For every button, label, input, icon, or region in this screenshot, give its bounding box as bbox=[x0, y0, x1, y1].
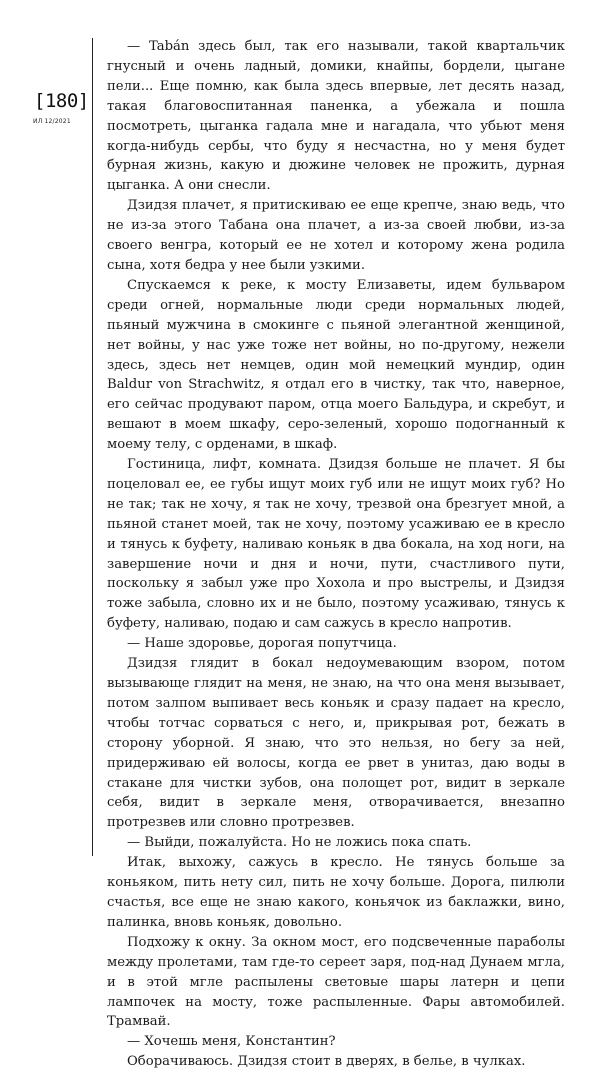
paragraph: — Выйди, пожалуйста. Но не ложись пока спать. bbox=[127, 835, 472, 851]
body-text bbox=[107, 37, 565, 1072]
paragraph: Итак, выхожу, сажусь в кресло. Не тянусь больше за коньяком, пить нету сил, пить не хочу больше. Дорога, пилюли счастья, все еще не знаю какого, коньячок из баклажки, вино, палинка, вновь коньяк, довольно. bbox=[107, 855, 565, 930]
page-number: [180] bbox=[34, 90, 89, 112]
paragraph: — Наше здоровье, дорогая попутчица. bbox=[127, 636, 397, 652]
paragraph: Подхожу к окну. За окном мост, его подсвеченные параболы между пролетами, там где-то сереет заря, под-над Дунаем мгла, и в этой мгле распылены световые шары латерн и цепи лампочек на мосту, тоже распыленные. Фары автомобилей. Трамвай. bbox=[107, 934, 565, 1030]
margin-rule bbox=[92, 38, 93, 856]
journal-issue-code: ИЛ 12/2021 bbox=[33, 118, 71, 125]
paragraph: — Хочешь меня, Константин? bbox=[127, 1034, 336, 1050]
paragraph: — Tabán здесь был, так его называли, такой квартальчик гнусный и очень ладный, домики, кнайпы, бордели, цыгане пели... Еще помню, как была здесь впервые, лет десять назад, такая благовоспитанная паненка, а убежала и пошла посмотреть, цыганка гадала мне и нагадала, что убьют меня когда-нибудь сербы, что буду я несчастна, но у меня будет бурная жизнь, какую и дюжине человек не прожить, дурная цыганка. А они снесли. bbox=[107, 39, 565, 194]
paragraph: Спускаемся к реке, к мосту Елизаветы, идем бульваром среди огней, нормальные люди среди нормальных людей, пьяный мужчина в смокинге с пьяной элегантной женщиной, нет войны, у нас уже тоже нет войны, но по-другому, нежели здесь, здесь нет немцев, один мой немецкий мундир, один Baldur von Strachwitz, я отдал его в чистку, так что, наверное, его сейчас продувают паром, отца моего Бальдура, и скребут, и вешают в моем шкафу, серо-зеленый, хорошо подогнанный к моему телу, с орденами, в шкаф. bbox=[107, 277, 565, 453]
paragraph: Оборачиваюсь. Дзидзя стоит в дверях, в белье, в чулках. bbox=[127, 1054, 526, 1070]
paragraph: Дзидзя плачет, я притискиваю ее еще крепче, знаю ведь, что не из-за этого Табана она плачет, а из-за своей любви, из-за своего венгра, который ее не хотел и которому жена родила сына, хотя бедра у нее были узкими. bbox=[107, 198, 565, 273]
paragraph: Гостиница, лифт, комната. Дзидзя больше не плачет. Я бы поцеловал ее, ее губы ищут моих губ или не ищут моих губ? Но не так; так не хочу, я так не хочу, трезвой она брезгует мной, а пьяной станет моей, так не хочу, поэтому усаживаю ее в кресло и тянусь к буфету, наливаю коньяк в два бокала, на ход ноги, на завершение ночи и дня и ночи, пути, счастливого пути, поскольку я забыл уже про Хохола и про выстрелы, и Дзидзя тоже забыла, словно их и не было, поэтому усаживаю, тянусь к буфету, наливаю, подаю и сам сажусь в кресло напротив. bbox=[107, 457, 565, 632]
paragraph: Дзидзя глядит в бокал недоумевающим взором, потом вызывающе глядит на меня, не знаю, на что она меня вызывает, потом залпом выпивает весь коньяк и сразу падает на кресло, чтобы тотчас сорваться с него, и, прикрывая рот, бежать в сторону уборной. Я знаю, что это нельзя, но бегу за ней, придерживаю ей волосы, когда ее рвет в унитаз, даю воды в стакане для чистки зубов, она полощет рот, видит в зеркале себя, видит в зеркале меня, отворачивается, внезапно протрезвев или словно протрезвев. bbox=[107, 656, 565, 831]
